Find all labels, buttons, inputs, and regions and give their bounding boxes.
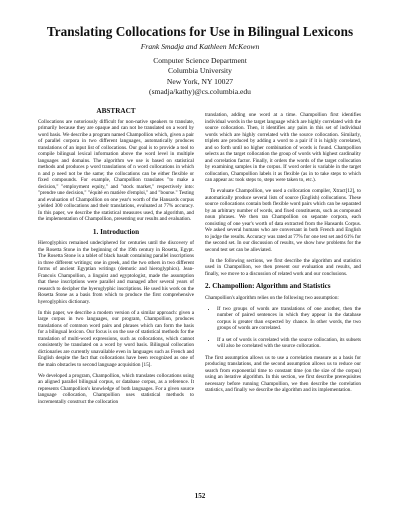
abstract-heading: ABSTRACT bbox=[96, 107, 136, 115]
assumption-item-1: • If two groups of words are translations of one another, then the number of paired sentences in which they appear in the database corpus is greater than expected by chance. In other words, the two groups of words are correlated. bbox=[217, 306, 361, 332]
assumption-list bbox=[205, 306, 361, 350]
intro-paragraph-3: We developed a program, Champollion, which translates collocations using an aligned parallel bilingual corpus, or database corpus, as a reference. It represents Champollion's knowledge of both languages. For a given source language collocation, Champollion uses statistical methods to incrementally construct the collocation bbox=[38, 372, 194, 405]
affiliation-address: New York, NY 10027 bbox=[166, 76, 234, 86]
left-column bbox=[38, 108, 194, 410]
authors: Frank Smadja and Kathleen McKeown bbox=[140, 42, 260, 51]
affiliation bbox=[0, 56, 400, 98]
affiliation-department: Computer Science Department bbox=[153, 56, 247, 65]
section-2-paragraph: The first assumption allows us to use a correlation measure as a basis for producing translations, and the second assumption allows us to reduce our search from exponential time to constant time (on the size of the corpus) using an iterative algorithm. In this section, we first describe prerequisites necessary before running Champollion, we then describe the correlation statistics, and finally we describe the algorithm and its implementation. bbox=[205, 354, 361, 393]
right-paragraph-2: To evaluate Champollion, we used a collocation compiler, Xtract[12], to automatically produce several lists of source (English) collocations. These source collocations contain both flexible word pairs which can be separated by an arbitrary number of words, and fixed constituents, such as compound noun phrases. We then ran Champollion on separate corpora, each consisting of one year's worth of data extracted from the Hansards Corpus. We asked several humans who are conversant in both French and English to judge the results. Accuracy was rated at 77% for one test set and 61% for the second set. In our discussion of results, we show how problems for the second test set can be alleviated. bbox=[205, 188, 361, 253]
right-paragraph-3: In the following sections, we first describe the algorithm and statistics used in Champollion, we then present our evaluation and results, and finally, we move to a discussion of related work and our conclusions. bbox=[205, 257, 361, 277]
intro-paragraph-2: In this paper, we describe a modern version of a similar approach: given a large corpus in two languages, our program, Champollion, produces translations of common word pairs and phrases which can form the basis for a bilingual lexicon. Our focus is on the use of statistical methods for the translation of multi-word expressions, such as collocations, which cannot consistently be translated on a word by word basis. Bilingual collocation dictionaries are currently unavailable even in languages such as French and English despite the fact that collocations have been recognized as one of the main obstacles to second language acquisition [15]. bbox=[38, 309, 194, 368]
section-2-heading: 2. Champollion: Algorithm and Statistics bbox=[205, 282, 331, 290]
section-1-heading: 1. Introduction bbox=[92, 227, 140, 236]
abstract-text: Collocations are notoriously difficult for non-native speakers to translate, primarily because they are opaque and can not be translated on a word by word basis. We describe a program named Champollion which, given a pair of parallel corpora in two different languages, automatically produces translations of an input list of collocations. Our goal is to provide a tool to compile bilingual lexical information above the word level in multiple languages and domains. The algorithm we use is based on statistical methods and produces p word translations of n word collocations in which n and p need not be the same; the collocations can be either flexible or fixed compounds. For example, Champollion translates "to make a decision," "employment equity," and "stock market," respectively into: "prendre une decision," "équité en matière d'emploi," and "bourse." Testing and evaluation of Champollion on one year's worth of the Hansards corpus yielded 300 collocations and their translations, evaluated at 77% accuracy. In this paper, we describe the statistical measures used, the algorithm, and the implementation of Champollion, presenting our results and evaluation. bbox=[38, 118, 194, 222]
affiliation-university: Columbia University bbox=[168, 66, 232, 76]
intro-paragraph-1: Hieroglyphics remained undeciphered for centuries until the discovery of the Rosetta Stone in the beginning of the 19th century in Rosetta, Egypt. The Rosetta Stone is a tablet of black basalt containing parallel inscriptions in three different writings; one in greek, and the two others in two different forms of ancient Egyptian writings (demotic and hieroglyphics). Jean-Francois Champollion, a linguist and egyptologist, made the assumption that these inscriptions were parallel and managed after several years of research to decipher the hyeroglyphic inscriptions. He used his work on the Rosetta Stone as a basis from which to produce the first comprehensive hyeroglyphics dictionary. bbox=[38, 240, 194, 305]
section-2-intro: Champollion's algorithm relies on the following two assumption: bbox=[205, 294, 339, 301]
paper-title: Translating Collocations for Use in Bilingual Lexicons bbox=[46, 24, 354, 39]
page-number: 152 bbox=[194, 492, 206, 500]
affiliation-email: (smadja/kathy)@cs.columbia.edu bbox=[149, 87, 251, 97]
right-column bbox=[205, 112, 361, 398]
assumption-item-2: • If a set of words is correlated with the source collocation, its subsets will also be correlated with the source collocation. bbox=[217, 337, 361, 350]
right-paragraph-1: translation, adding one word at a time. Champollion first identifies individual words in the target language which are highly correlated with the source collocation. Then, it identifies any pairs in this set of individual words which are highly correlated with the source collocation. Similarly, triplets are produced by adding a word to a pair if it is highly correlated, and so forth until no higher combination of words is found. Champollion selects as the target collocation the group of words with highest cardinality and correlation factor. Finally, it orders the words of the target collocation by examining samples in the corpus. If word order is variable in the target collocation, Champollion labels it as flexible (as in to take steps to which can appear as: took steps to, steps were taken to, etc.). bbox=[205, 112, 361, 183]
